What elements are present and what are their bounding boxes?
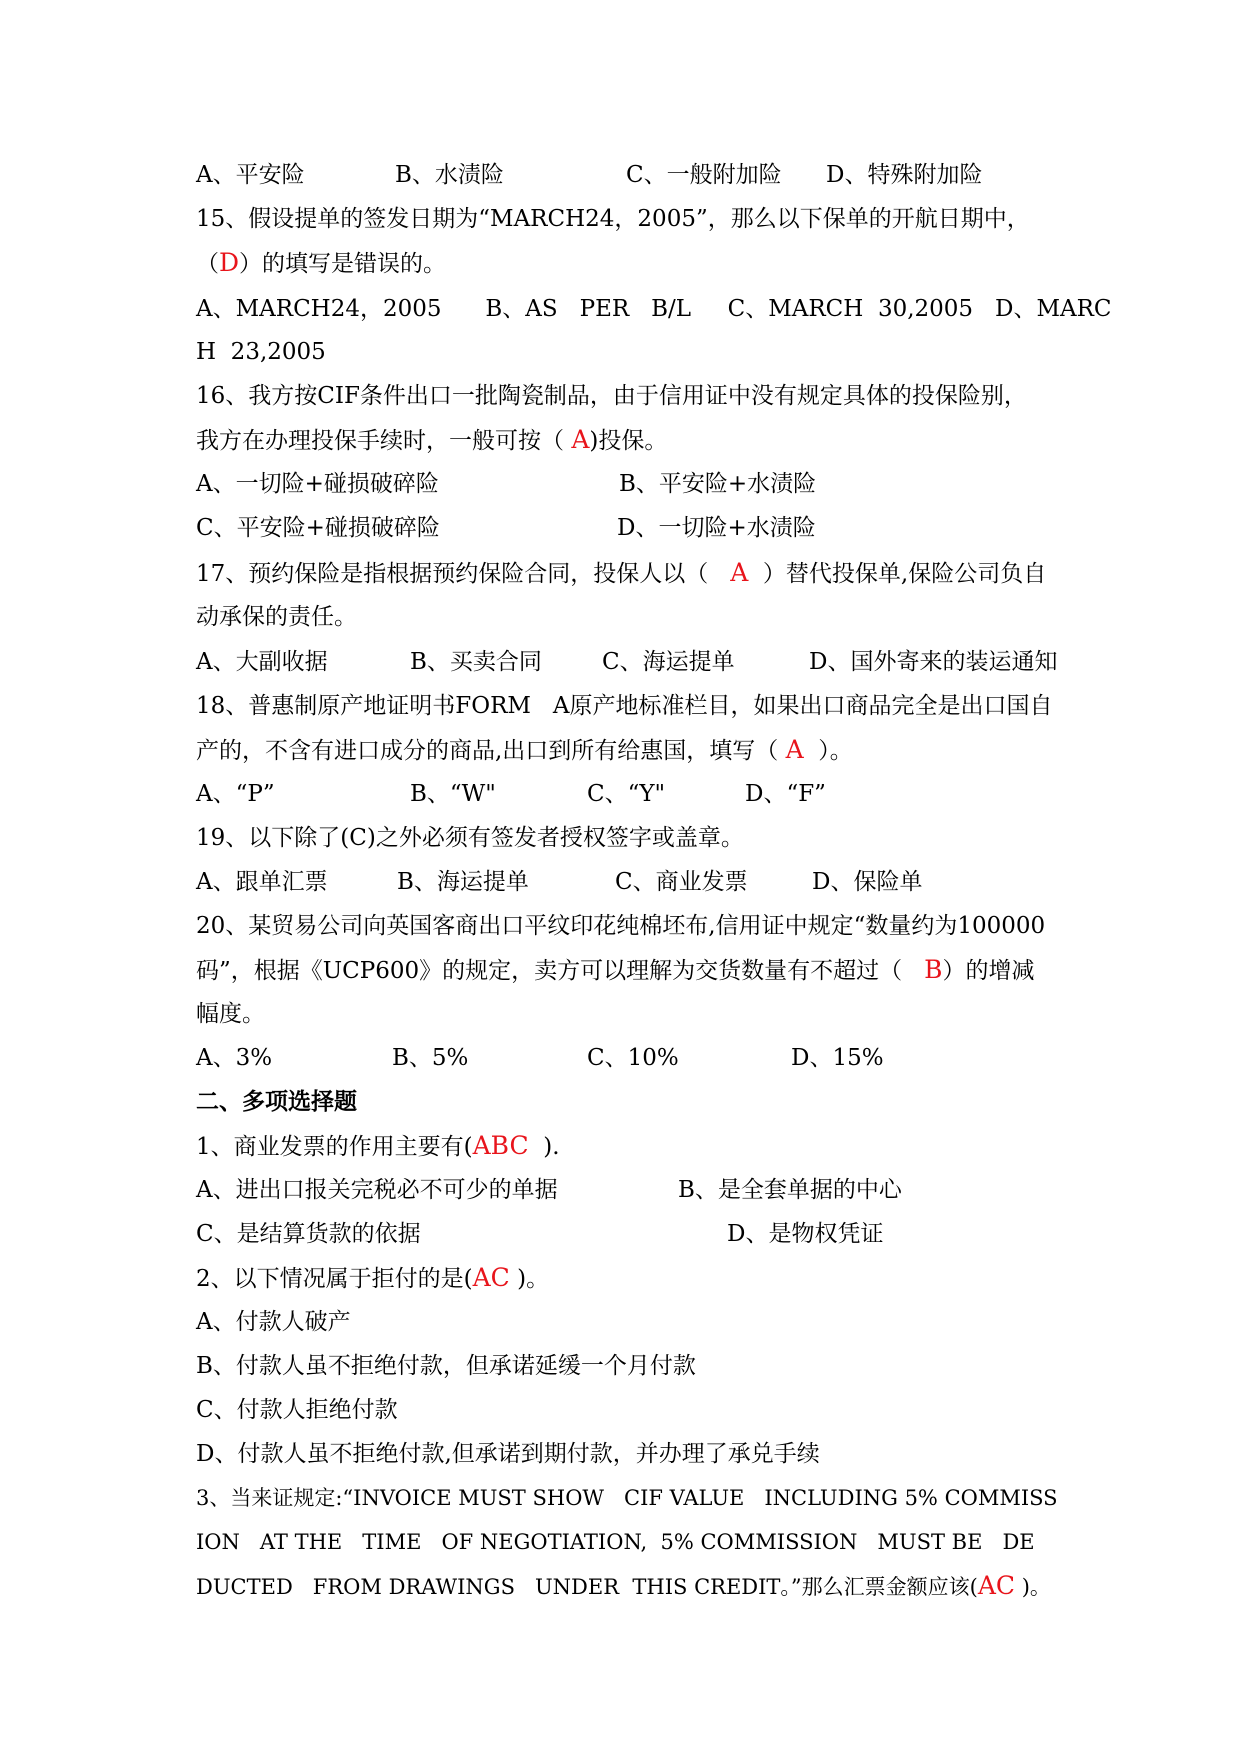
q18-option-a: A、“P” bbox=[196, 781, 275, 807]
q16-option-d: D、一切险+水渍险 bbox=[617, 515, 816, 541]
q15-stem-line1: 15、假设提单的签发日期为“MARCH24，2005”，那么以下保单的开航日期中， bbox=[196, 206, 1030, 232]
m2-option-b: B、付款人虽不拒绝付款，但承诺延缓一个月付款 bbox=[196, 1353, 696, 1379]
q15-stem-line2: （D）的填写是错误的。 bbox=[196, 248, 447, 277]
m1-option-a: A、进出口报关完税必不可少的单据 bbox=[196, 1177, 558, 1203]
m2-answer: AC bbox=[472, 1263, 510, 1292]
q19-option-c: C、商业发票 bbox=[615, 869, 748, 895]
q14-option-c: C、一般附加险 bbox=[626, 162, 782, 188]
q20-option-a: A、3% bbox=[196, 1045, 273, 1071]
q18-stem-line1: 18、普惠制原产地证明书FORM A原产地标准栏目，如果出口商品完全是出口国自 bbox=[196, 693, 1053, 719]
q19-option-d: D、保险单 bbox=[812, 869, 923, 895]
q16-option-b: B、平安险+水渍险 bbox=[619, 471, 817, 497]
q20-option-d: D、15% bbox=[791, 1045, 884, 1071]
q15-answer: D bbox=[219, 248, 240, 277]
q19-option-a: A、跟单汇票 bbox=[196, 869, 328, 895]
q20-option-b: B、5% bbox=[392, 1045, 469, 1071]
m3-stem-line2: ION AT THE TIME OF NEGOTIATION, 5% COMMISSION MUST BE DE bbox=[196, 1530, 1035, 1554]
m1-option-d: D、是物权凭证 bbox=[727, 1221, 884, 1247]
m2-option-a: A、付款人破产 bbox=[196, 1309, 351, 1335]
q20-stem-line3: 幅度。 bbox=[196, 1001, 265, 1027]
q16-option-a: A、一切险+碰损破碎险 bbox=[196, 471, 439, 497]
m3-answer: AC bbox=[977, 1571, 1016, 1600]
q17-option-b: B、买卖合同 bbox=[410, 649, 542, 675]
q14-option-b: B、水渍险 bbox=[395, 162, 504, 188]
q18-option-d: D、“F” bbox=[745, 781, 826, 807]
q16-option-c: C、平安险+碰损破碎险 bbox=[196, 515, 440, 541]
m2-option-d: D、付款人虽不拒绝付款,但承诺到期付款，并办理了承兑手续 bbox=[196, 1441, 820, 1467]
q18-stem-line2: 产的，不含有进口成分的商品,出口到所有给惠国，填写（ A ）。 bbox=[196, 735, 853, 764]
q16-stem-line1: 16、我方按CIF条件出口一批陶瓷制品，由于信用证中没有规定具体的投保险别， bbox=[196, 383, 1027, 409]
q20-answer: B bbox=[924, 955, 943, 984]
q14-option-d: D、特殊附加险 bbox=[826, 162, 983, 188]
q18-option-c: C、“Y" bbox=[587, 781, 666, 807]
q16-answer: A bbox=[571, 425, 590, 454]
m3-stem-line3: DUCTED FROM DRAWINGS UNDER THIS CREDIT。”那么汇票金额应该(AC )。 bbox=[196, 1571, 1051, 1600]
q15-options-line1: A、MARCH24，2005 B、AS PER B/L C、MARCH 30,2005 D、MARC bbox=[196, 296, 1112, 322]
q20-stem-line1: 20、某贸易公司向英国客商出口平纹印花纯棉坯布,信用证中规定“数量约为100000 bbox=[196, 913, 1046, 939]
q16-stem-line2: 我方在办理投保手续时，一般可按（ A)投保。 bbox=[196, 425, 668, 454]
m2-option-c: C、付款人拒绝付款 bbox=[196, 1397, 398, 1423]
q17-option-a: A、大副收据 bbox=[196, 649, 328, 675]
section-heading: 二、多项选择题 bbox=[196, 1088, 357, 1115]
q17-option-d: D、国外寄来的装运通知 bbox=[809, 649, 1058, 675]
q17-stem-line1: 17、预约保险是指根据预约保险合同，投保人以（ A ）替代投保单,保险公司负自 bbox=[196, 558, 1047, 587]
q18-answer: A bbox=[785, 735, 804, 764]
q14-option-a: A、平安险 bbox=[196, 162, 305, 188]
q17-answer: A bbox=[730, 558, 749, 587]
m1-stem: 1、商业发票的作用主要有(ABC ). bbox=[196, 1131, 560, 1160]
m1-option-b: B、是全套单据的中心 bbox=[678, 1177, 902, 1203]
q20-stem-line2: 码”，根据《UCP600》的规定，卖方可以理解为交货数量有不超过（ B）的增减 bbox=[196, 955, 1035, 984]
m1-option-c: C、是结算货款的依据 bbox=[196, 1221, 421, 1247]
m1-answer: ABC bbox=[472, 1131, 529, 1160]
m3-stem-line1: 3、当来证规定:“INVOICE MUST SHOW CIF VALUE INCLUDING 5% COMMISS bbox=[196, 1486, 1058, 1510]
q17-option-c: C、海运提单 bbox=[602, 649, 735, 675]
q19-answer: C bbox=[349, 825, 367, 851]
q17-stem-line2: 动承保的责任。 bbox=[196, 604, 357, 630]
q19-stem-line1: 19、以下除了(C)之外必须有签发者授权签字或盖章。 bbox=[196, 825, 744, 851]
m2-stem: 2、以下情况属于拒付的是(AC )。 bbox=[196, 1263, 550, 1292]
q15-options-line2: H 23,2005 bbox=[196, 339, 326, 365]
q19-option-b: B、海运提单 bbox=[397, 869, 529, 895]
q20-option-c: C、10% bbox=[587, 1045, 679, 1071]
q18-option-b: B、“W" bbox=[410, 781, 496, 807]
